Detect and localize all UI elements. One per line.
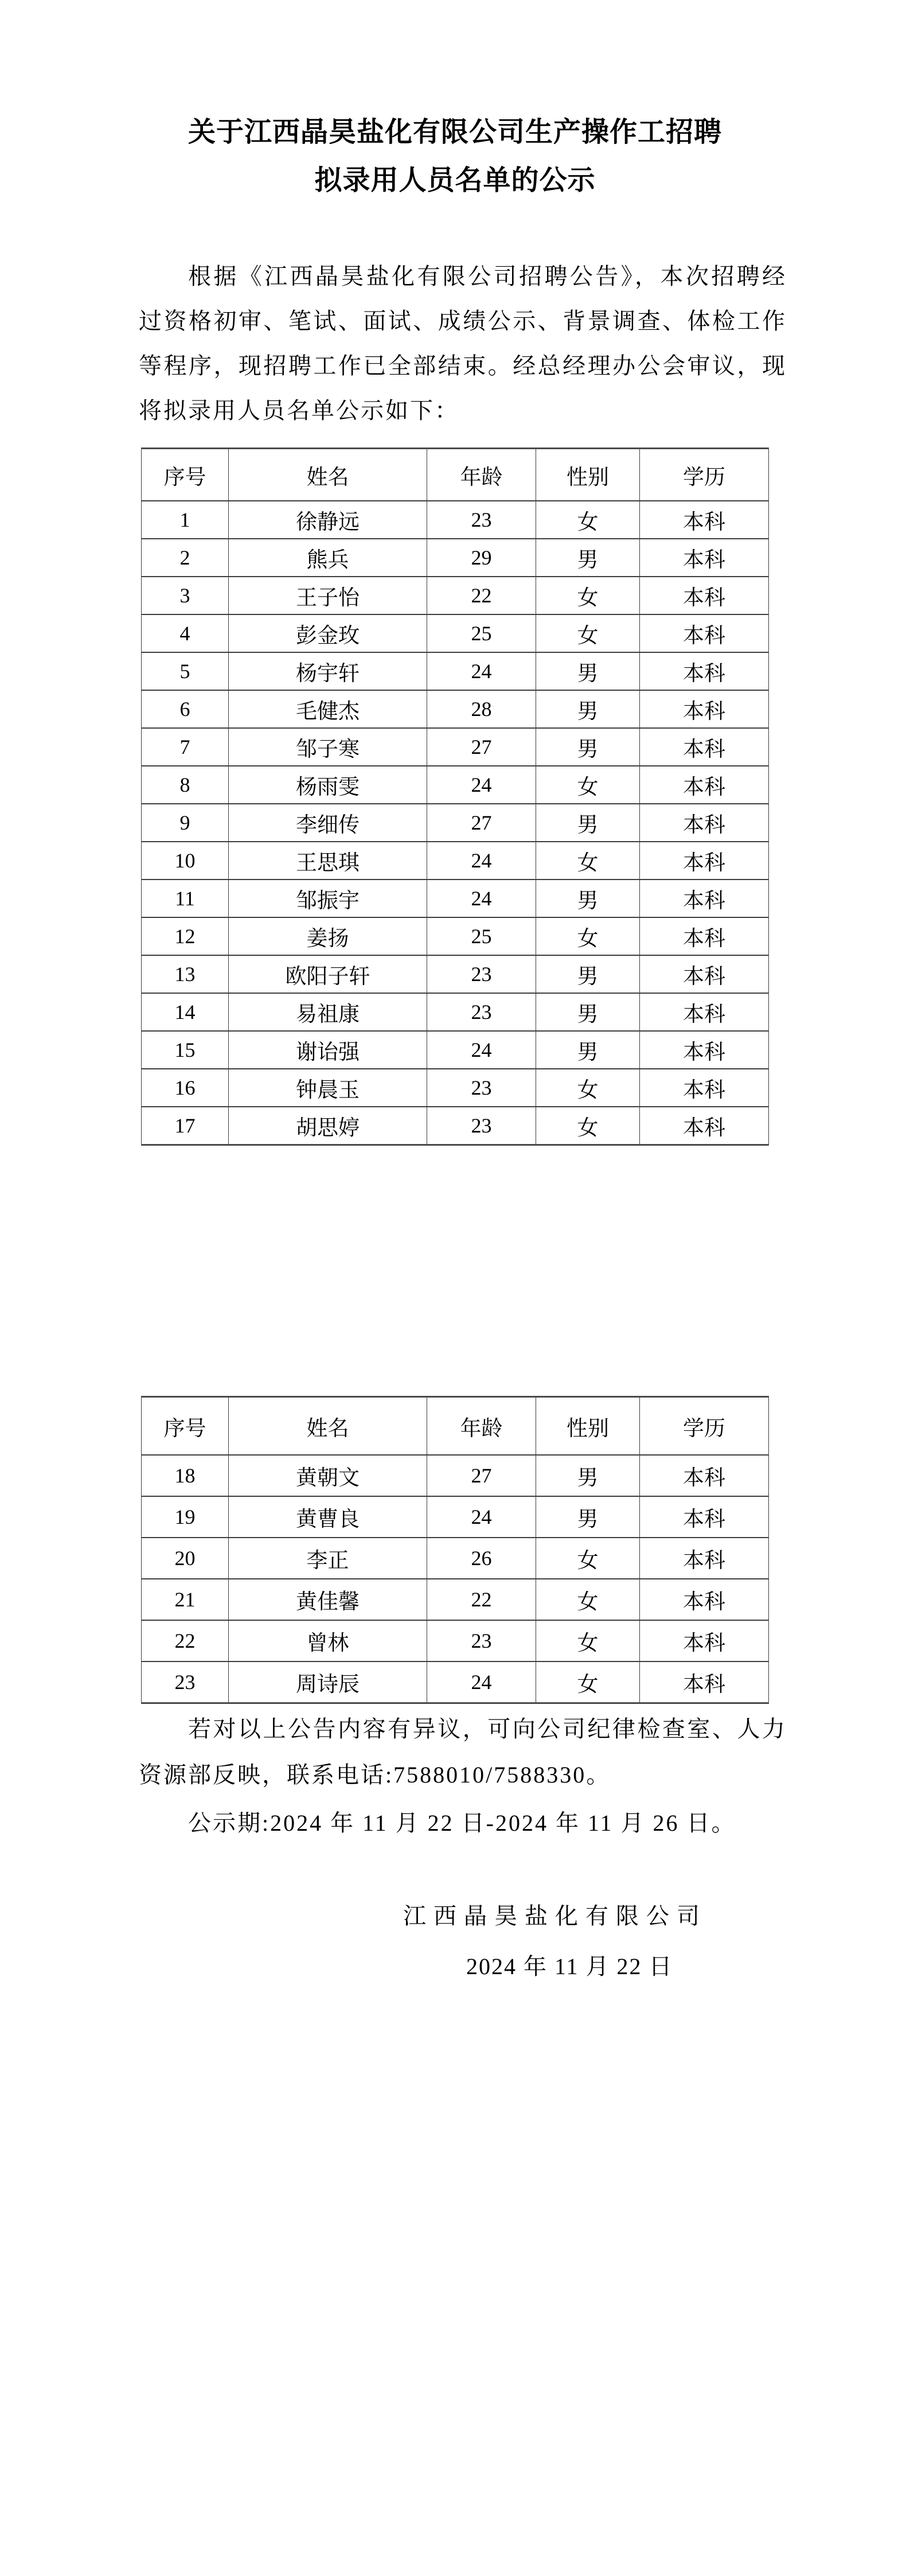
table-cell: 22 bbox=[142, 1620, 229, 1661]
table-cell: 9 bbox=[142, 804, 229, 842]
table-row bbox=[142, 766, 769, 804]
table-cell: 17 bbox=[142, 1107, 229, 1145]
table-cell: 女 bbox=[536, 1107, 640, 1145]
table-cell: 27 bbox=[427, 728, 536, 766]
header-serial: 序号 bbox=[142, 449, 229, 501]
table-cell: 24 bbox=[427, 880, 536, 917]
table-cell: 24 bbox=[427, 842, 536, 880]
intro-line: 等程序，现招聘工作已全部结束。经总经理办公会审议，现 bbox=[139, 353, 787, 379]
table-cell: 胡思婷 bbox=[229, 1107, 427, 1145]
table-row bbox=[142, 690, 769, 728]
table-row bbox=[142, 1496, 769, 1538]
table-cell: 男 bbox=[536, 880, 640, 917]
table-cell: 24 bbox=[427, 1496, 536, 1538]
table-row bbox=[142, 1107, 769, 1145]
table-cell: 27 bbox=[427, 1455, 536, 1496]
header-gender: 性别 bbox=[536, 449, 640, 501]
table-cell: 本科 bbox=[640, 1455, 769, 1496]
table-cell: 23 bbox=[427, 993, 536, 1031]
table-cell: 21 bbox=[142, 1579, 229, 1620]
table-cell: 男 bbox=[536, 993, 640, 1031]
table-cell: 黄曹良 bbox=[229, 1496, 427, 1538]
document-title-line2: 拟录用人员名单的公示 bbox=[314, 165, 596, 196]
table-row bbox=[142, 1069, 769, 1107]
objection-notice-line2: 资源部反映，联系电话:7588010/7588330。 bbox=[139, 1762, 611, 1788]
table-row bbox=[142, 1661, 769, 1703]
table-cell: 25 bbox=[427, 917, 536, 955]
table-cell: 女 bbox=[536, 917, 640, 955]
table-cell: 28 bbox=[427, 690, 536, 728]
table-cell: 男 bbox=[536, 539, 640, 577]
header-age: 年龄 bbox=[427, 449, 536, 501]
table-cell: 本科 bbox=[640, 955, 769, 993]
table-cell: 19 bbox=[142, 1496, 229, 1538]
table-cell: 22 bbox=[427, 1579, 536, 1620]
table-cell: 男 bbox=[536, 1496, 640, 1538]
table-cell: 23 bbox=[142, 1661, 229, 1703]
table-cell: 本科 bbox=[640, 690, 769, 728]
intro-paragraph bbox=[139, 254, 787, 433]
header-serial: 序号 bbox=[142, 1397, 229, 1456]
table-row bbox=[142, 1455, 769, 1496]
table-row bbox=[142, 614, 769, 652]
table-cell: 3 bbox=[142, 577, 229, 614]
table-cell: 王思琪 bbox=[229, 842, 427, 880]
table-cell: 杨宇轩 bbox=[229, 652, 427, 690]
objection-notice-line1: 若对以上公告内容有异议，可向公司纪律检查室、人力 bbox=[188, 1716, 787, 1742]
header-education: 学历 bbox=[640, 1397, 769, 1456]
table-row bbox=[142, 1538, 769, 1579]
table-cell: 徐静远 bbox=[229, 501, 427, 539]
table-row bbox=[142, 577, 769, 614]
table-cell: 黄朝文 bbox=[229, 1455, 427, 1496]
table-cell: 男 bbox=[536, 1031, 640, 1069]
table-cell: 本科 bbox=[640, 539, 769, 577]
table-cell: 本科 bbox=[640, 728, 769, 766]
table-cell: 欧阳子轩 bbox=[229, 955, 427, 993]
table-cell: 23 bbox=[427, 1107, 536, 1145]
table-cell: 5 bbox=[142, 652, 229, 690]
table-cell: 女 bbox=[536, 1661, 640, 1703]
table-row bbox=[142, 728, 769, 766]
table-row bbox=[142, 842, 769, 880]
document-title-line1: 关于江西晶昊盐化有限公司生产操作工招聘 bbox=[188, 117, 722, 147]
table-row bbox=[142, 501, 769, 539]
table-cell: 谢诒强 bbox=[229, 1031, 427, 1069]
table-cell: 熊兵 bbox=[229, 539, 427, 577]
table-cell: 13 bbox=[142, 955, 229, 993]
table-header-row bbox=[142, 449, 769, 501]
table-cell: 男 bbox=[536, 955, 640, 993]
table-cell: 本科 bbox=[640, 577, 769, 614]
table-cell: 23 bbox=[427, 1620, 536, 1661]
table-row bbox=[142, 1579, 769, 1620]
table-cell: 本科 bbox=[640, 993, 769, 1031]
table-cell: 女 bbox=[536, 614, 640, 652]
table-row bbox=[142, 539, 769, 577]
table-cell: 男 bbox=[536, 728, 640, 766]
table-cell: 女 bbox=[536, 842, 640, 880]
signature-company: 江西晶昊盐化有限公司 bbox=[403, 1903, 707, 1929]
table-cell: 27 bbox=[427, 804, 536, 842]
table-cell: 10 bbox=[142, 842, 229, 880]
table-row bbox=[142, 917, 769, 955]
intro-line: 根据《江西晶昊盐化有限公司招聘公告》，本次招聘经 bbox=[188, 263, 787, 289]
table-cell: 李正 bbox=[229, 1538, 427, 1579]
table-cell: 8 bbox=[142, 766, 229, 804]
table-cell: 邹振宇 bbox=[229, 880, 427, 917]
table-cell: 男 bbox=[536, 690, 640, 728]
table-cell: 姜扬 bbox=[229, 917, 427, 955]
table-cell: 2 bbox=[142, 539, 229, 577]
table-row bbox=[142, 993, 769, 1031]
table-cell: 本科 bbox=[640, 501, 769, 539]
signature-date: 2024 年 11 月 22 日 bbox=[466, 1954, 673, 1979]
table-cell: 24 bbox=[427, 1031, 536, 1069]
table-cell: 钟晨玉 bbox=[229, 1069, 427, 1107]
table-cell: 男 bbox=[536, 1455, 640, 1496]
table-cell: 男 bbox=[536, 804, 640, 842]
table-cell: 11 bbox=[142, 880, 229, 917]
table-cell: 20 bbox=[142, 1538, 229, 1579]
table-cell: 本科 bbox=[640, 1538, 769, 1579]
table-cell: 女 bbox=[536, 501, 640, 539]
intro-line: 将拟录用人员名单公示如下： bbox=[139, 398, 459, 423]
table-cell: 24 bbox=[427, 766, 536, 804]
table-cell: 易祖康 bbox=[229, 993, 427, 1031]
table-cell: 本科 bbox=[640, 766, 769, 804]
table-cell: 1 bbox=[142, 501, 229, 539]
table-row bbox=[142, 1620, 769, 1661]
table-cell: 7 bbox=[142, 728, 229, 766]
table-cell: 22 bbox=[427, 577, 536, 614]
table-cell: 本科 bbox=[640, 1661, 769, 1703]
table-cell: 14 bbox=[142, 993, 229, 1031]
header-name: 姓名 bbox=[229, 1397, 427, 1456]
table-row bbox=[142, 1031, 769, 1069]
table-cell: 女 bbox=[536, 1620, 640, 1661]
table-cell: 15 bbox=[142, 1031, 229, 1069]
table-cell: 23 bbox=[427, 501, 536, 539]
table-cell: 女 bbox=[536, 1538, 640, 1579]
table-cell: 本科 bbox=[640, 1579, 769, 1620]
table-cell: 本科 bbox=[640, 1069, 769, 1107]
table-cell: 曾林 bbox=[229, 1620, 427, 1661]
table-cell: 本科 bbox=[640, 917, 769, 955]
table-cell: 女 bbox=[536, 577, 640, 614]
candidate-table-2 bbox=[141, 1396, 769, 1704]
table-cell: 本科 bbox=[640, 1620, 769, 1661]
table-cell: 女 bbox=[536, 1579, 640, 1620]
candidate-table-1 bbox=[141, 448, 769, 1146]
table-cell: 女 bbox=[536, 1069, 640, 1107]
header-name: 姓名 bbox=[229, 449, 427, 501]
table-cell: 本科 bbox=[640, 614, 769, 652]
table-row bbox=[142, 652, 769, 690]
table-cell: 彭金玫 bbox=[229, 614, 427, 652]
table-cell: 杨雨雯 bbox=[229, 766, 427, 804]
table-cell: 29 bbox=[427, 539, 536, 577]
table-row bbox=[142, 955, 769, 993]
table-cell: 本科 bbox=[640, 652, 769, 690]
table-cell: 男 bbox=[536, 652, 640, 690]
table-cell: 邹子寒 bbox=[229, 728, 427, 766]
header-age: 年龄 bbox=[427, 1397, 536, 1456]
table-cell: 黄佳馨 bbox=[229, 1579, 427, 1620]
table-cell: 王子怡 bbox=[229, 577, 427, 614]
table-cell: 23 bbox=[427, 1069, 536, 1107]
table-cell: 本科 bbox=[640, 880, 769, 917]
header-education: 学历 bbox=[640, 449, 769, 501]
table-cell: 本科 bbox=[640, 842, 769, 880]
table-cell: 本科 bbox=[640, 1496, 769, 1538]
table-cell: 6 bbox=[142, 690, 229, 728]
table-cell: 本科 bbox=[640, 1107, 769, 1145]
table-cell: 本科 bbox=[640, 1031, 769, 1069]
publicity-period-line: 公示期:2024 年 11 月 22 日-2024 年 11 月 26 日。 bbox=[188, 1810, 736, 1836]
table-cell: 26 bbox=[427, 1538, 536, 1579]
intro-line: 过资格初审、笔试、面试、成绩公示、背景调查、体检工作 bbox=[139, 308, 787, 334]
table-cell: 李细传 bbox=[229, 804, 427, 842]
table-cell: 18 bbox=[142, 1455, 229, 1496]
table-cell: 本科 bbox=[640, 804, 769, 842]
header-gender: 性别 bbox=[536, 1397, 640, 1456]
table-row bbox=[142, 804, 769, 842]
table-cell: 女 bbox=[536, 766, 640, 804]
table-cell: 16 bbox=[142, 1069, 229, 1107]
table-cell: 25 bbox=[427, 614, 536, 652]
table-cell: 23 bbox=[427, 955, 536, 993]
table-cell: 周诗辰 bbox=[229, 1661, 427, 1703]
table-cell: 毛健杰 bbox=[229, 690, 427, 728]
table-cell: 24 bbox=[427, 652, 536, 690]
table-cell: 4 bbox=[142, 614, 229, 652]
table-cell: 24 bbox=[427, 1661, 536, 1703]
table-header-row bbox=[142, 1397, 769, 1456]
table-row bbox=[142, 880, 769, 917]
table-cell: 12 bbox=[142, 917, 229, 955]
